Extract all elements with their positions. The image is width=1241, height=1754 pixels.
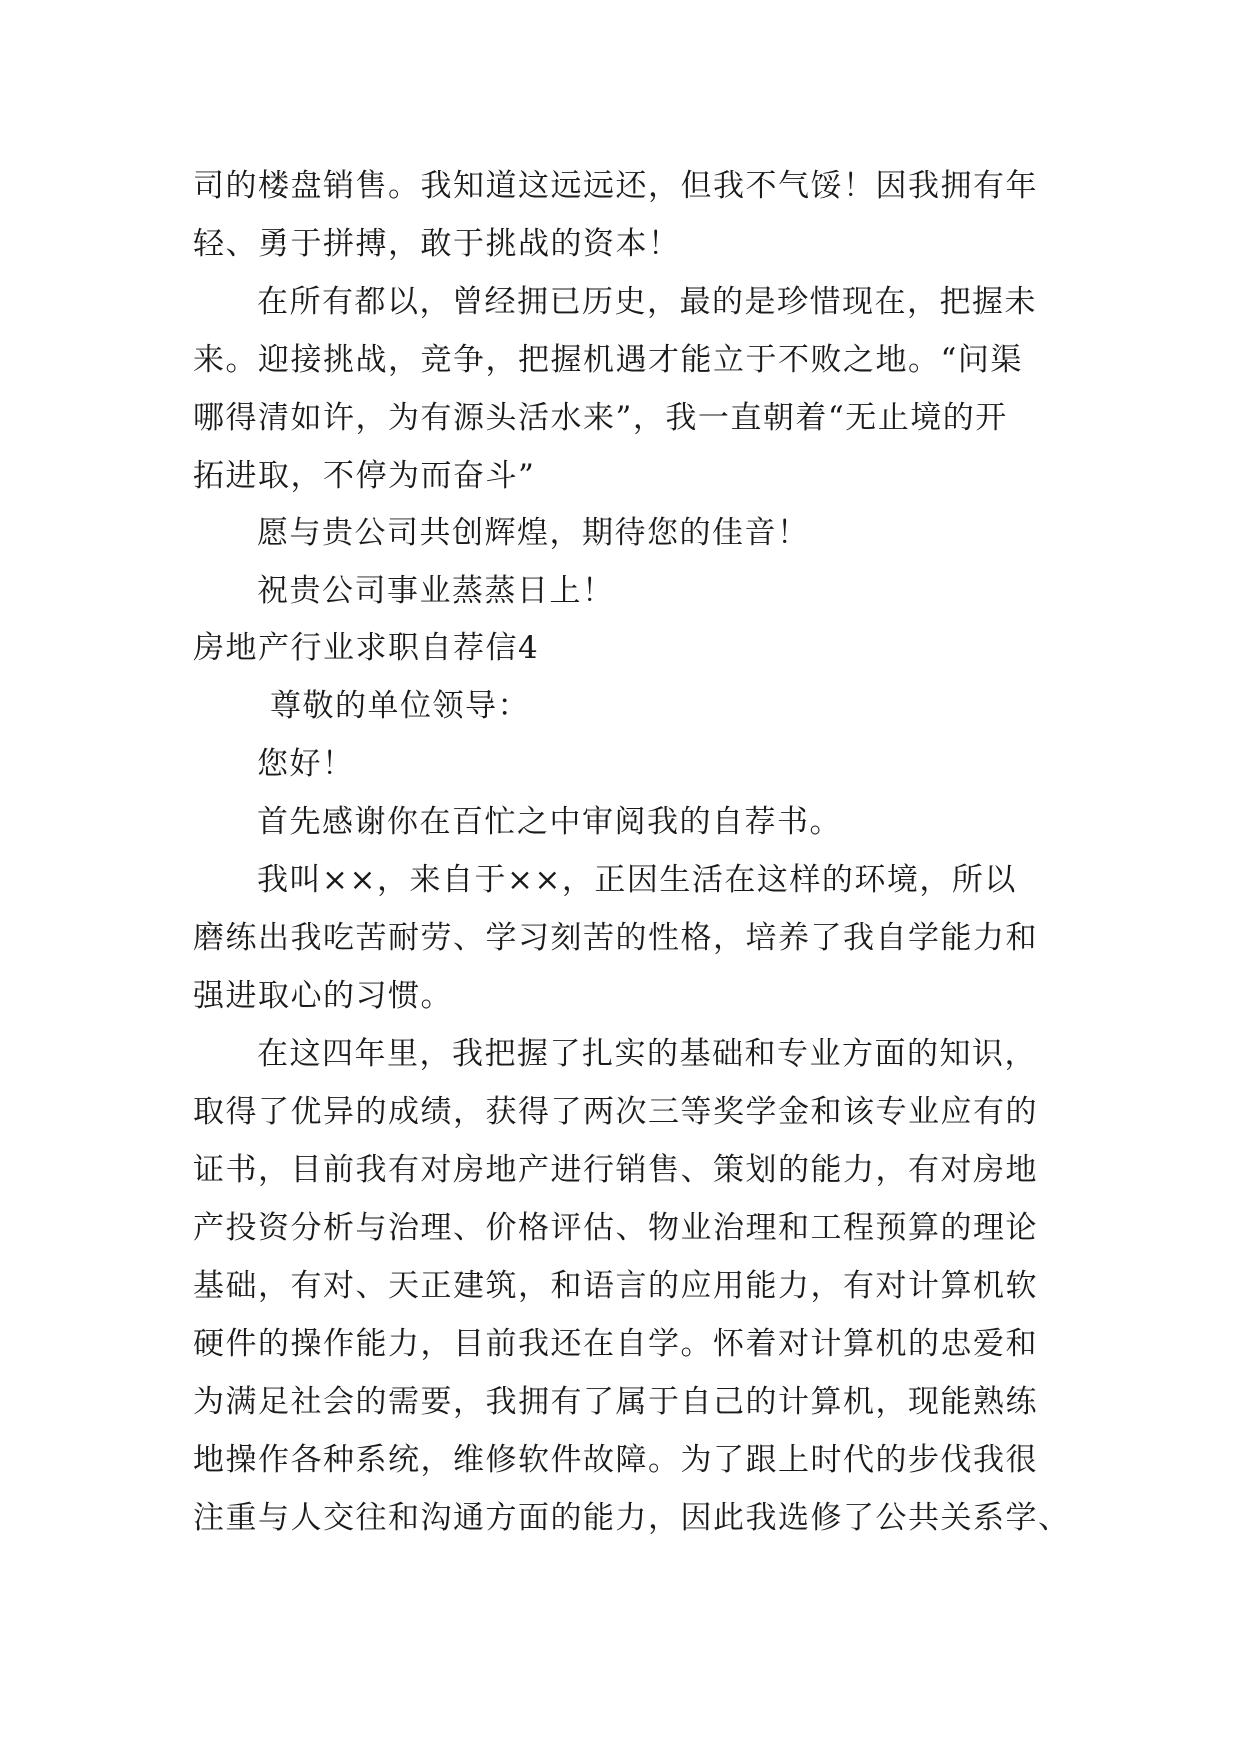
paragraph-start: 在所有都以，曾经拥已历史，最的是珍惜现在，把握未 bbox=[257, 284, 1037, 320]
text-line: 轻、勇于拼搏，敢于挑战的资本！ bbox=[193, 226, 681, 262]
text-line: 产投资分析与治理、价格评估、物业治理和工程预算的理论 bbox=[193, 1210, 1038, 1246]
text-line: 地操作各种系统，维修软件故障。为了跟上时代的步伐我很 bbox=[193, 1442, 1038, 1478]
text-line: 哪得清如许，为有源头活水来”，我一直朝着“无止境的开 bbox=[193, 400, 1008, 436]
text-line: 强进取心的习惯。 bbox=[193, 978, 453, 1014]
closing-line: 愿与贵公司共创辉煌，期待您的佳音！ bbox=[257, 515, 810, 551]
text-line: 为满足社会的需要，我拥有了属于自己的计算机，现能熟练 bbox=[193, 1384, 1038, 1420]
paragraph-start: 在这四年里，我把握了扎实的基础和专业方面的知识， bbox=[257, 1036, 1037, 1072]
closing-line: 祝贵公司事业蒸蒸日上！ bbox=[257, 573, 615, 609]
text-line: 注重与人交往和沟通方面的能力，因此我选修了公共关系学、 bbox=[193, 1500, 1071, 1536]
text-line: 司的楼盘销售。我知道这远远还，但我不气馁！因我拥有年 bbox=[193, 168, 1038, 204]
paragraph-start: 我叫××，来自于××，正因生活在这样的环境，所以 bbox=[257, 862, 1017, 898]
text-line: 磨练出我吃苦耐劳、学习刻苦的性格，培养了我自学能力和 bbox=[193, 920, 1038, 956]
section-heading: 房地产行业求职自荐信4 bbox=[193, 630, 540, 666]
text-line: 拓进取，不停为而奋斗” bbox=[193, 458, 536, 494]
text-line: 取得了优异的成绩，获得了两次三等奖学金和该专业应有的 bbox=[193, 1094, 1038, 1130]
text-line: 来。迎接挑战，竞争，把握机遇才能立于不败之地。“问渠 bbox=[193, 342, 1023, 378]
greeting: 您好！ bbox=[257, 746, 355, 782]
paragraph-start: 首先感谢你在百忙之中审阅我的自荐书。 bbox=[257, 804, 842, 840]
text-line: 证书，目前我有对房地产进行销售、策划的能力，有对房地 bbox=[193, 1152, 1038, 1188]
text-line: 硬件的操作能力，目前我还在自学。怀着对计算机的忠爱和 bbox=[193, 1326, 1038, 1362]
text-line: 基础，有对、天正建筑，和语言的应用能力，有对计算机软 bbox=[193, 1268, 1038, 1304]
salutation: 尊敬的单位领导： bbox=[270, 688, 530, 724]
